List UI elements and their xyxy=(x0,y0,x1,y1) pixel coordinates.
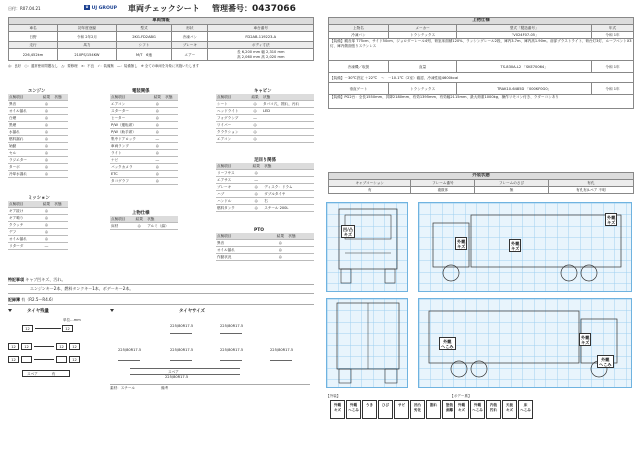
tire-size-spare: スペア xyxy=(130,368,240,375)
damage-legend-button: ひび xyxy=(378,400,393,419)
logo-mark-icon: U xyxy=(85,5,89,9)
table-row: オイル漏れ ◎ xyxy=(216,247,314,254)
vehicle-info-section xyxy=(8,17,314,68)
electrical-title: 電装関係 xyxy=(132,89,150,94)
table-row: 黒煙 ◎ xyxy=(8,122,68,129)
table-row: 【装備】PG2台：全長1550mm、昇降2180mm、有効1395mm、有効幅2115mm、最大荷重1000kg、操作リモコン付き、ラダーコンあり xyxy=(329,95,634,109)
pto-table: 点検項目 結果 状態 異音 ◎ オイル漏れ ◎ 作動状況 ◎ xyxy=(216,233,314,261)
table-row: ヘッドライト ◎ LED xyxy=(216,108,314,115)
table-row: P/W（運転席） ◎ xyxy=(110,122,178,129)
sheet-title: 車両チェックシート xyxy=(128,4,200,13)
damage-tag: 外観 キズ xyxy=(457,238,466,249)
triangle-marker-icon xyxy=(110,309,114,312)
damage-legend-button: 内装 汚れ xyxy=(486,400,501,419)
tire-remain-title: タイヤ残量 xyxy=(27,309,49,314)
vehicle-row2-headers: 走行 馬力 シフト ブレーキ ボディ寸法 xyxy=(9,42,314,49)
truck-side-outline xyxy=(419,203,633,293)
cabin-section xyxy=(216,88,314,143)
special-label: 特記事項 xyxy=(8,277,24,282)
electrical-section xyxy=(110,88,178,185)
table-row: 作動状況 ◎ xyxy=(216,254,314,261)
damage-tag: 外観 キズ xyxy=(581,334,590,345)
brand-logo xyxy=(84,5,117,11)
outer-legend-buttons xyxy=(330,400,458,419)
table-row: 水漏れ ◎ xyxy=(8,129,68,136)
vehicle-info-title: 車両情報 xyxy=(9,18,314,25)
mission-table: 点検項目 結果 状態 ギア抜け ◎ ギア鳴り ◎ クラッチ ◎ デフ ◎ オイル漏れ ◎ リターダ ― xyxy=(8,201,68,250)
truck-rear-outline xyxy=(327,299,409,389)
table-row: ターボ ◎ xyxy=(8,164,68,171)
damage-tag: 外観 へこみ xyxy=(441,338,454,349)
record-label: 記録簿 xyxy=(8,297,20,302)
special-notes xyxy=(8,276,314,305)
table-row: 垂直ゲート トランテックス TRAK10-6485D 「000KF0G0」 令和 1年 xyxy=(329,83,634,95)
tire-remain-section: タイヤ残量 単位…mm 12 12 12 12 12 12 12 12 スペア 有 xyxy=(8,308,108,408)
table-row: エアコン ◎ xyxy=(110,101,178,108)
table-row: 【装備】観音扉 T75cm、サイド50cm、ジョロダーレール4列、荷室床面積120%、ラッシングレール2段、庫内3.7m、庫内高1.90m。前部ブラストライト、荷台灯3灯、ルーフベントX3灯、庫内側面張りステンレス xyxy=(329,39,634,61)
table-row: ギア鳴り ◎ xyxy=(8,215,68,222)
tire-size-front-right: 225/80R17.5 xyxy=(220,324,244,328)
cabin-table: 点検項目 結果 状態 シート ◎ タバコ穴，擦れ，汚れ ヘッドライト ◎ LED フォグランプ ― ワイパー ◎ クラクション ◎ エアコン ◎ xyxy=(216,94,314,143)
table-row: デフ ◎ xyxy=(8,229,68,236)
table-row: ブレーキ ◎ ディスク：ドラム xyxy=(216,184,314,191)
tire-size-rear-1: 225/80R17.5 xyxy=(118,348,142,352)
sheet-date: 日付：R07.04.21 xyxy=(8,6,41,11)
table-row: タコグラフ ◎ xyxy=(110,178,178,185)
brand-name: UJ GROUP xyxy=(91,6,117,11)
damage-tag: 凹/凸 キズ xyxy=(343,226,353,237)
table-row: リーフサス ◎ xyxy=(216,170,314,177)
chassis-table: 点検項目 結果 状態 リーフサス ◎ エアサス ― ブレーキ ◎ ディスク：ドラム ハブ ◎ ダブルタイヤ ハンドル ◎ 右 燃料タンク ◎ スチール 200L xyxy=(216,163,314,212)
management-value: 0437066 xyxy=(252,4,296,14)
table-row: クラッチ ◎ xyxy=(8,222,68,229)
damage-legend-button: 外観 キズ xyxy=(454,400,469,419)
side2-view-grid xyxy=(418,298,632,388)
electrical-table: 点検項目 結果 状態 エアコン ◎ スターター ◎ ヒーター ◎ P/W（運転席） ◎ P/W（助手席） ◎ 集中ドアロック ― 車両ランプ ◎ ライト ◎ ナビ ― バックカメラ ◎ ETC ◎ タコグラフ ◎ xyxy=(110,94,178,185)
vehicle-row1-headers: 車名 初年度登録 型式 形状 車台番号 xyxy=(9,25,314,32)
table-row: ETC ◎ xyxy=(110,171,178,178)
damage-legend-button: 塗装 剥離 xyxy=(442,400,457,419)
tire-size-section xyxy=(110,308,316,408)
damage-legend-button: うき xyxy=(362,400,377,419)
table-row: バックカメラ ◎ xyxy=(110,164,178,171)
pto-section xyxy=(216,228,314,261)
result-legend: ◎：良好 ○：通常使用問題なし △：要修理 ×：不良 ✓：装備無 ―：装備無し ※ 全ての車両を対象に実施いたします xyxy=(8,64,200,68)
upper-spec-table: 上物仕様 上物名 メーカー 型式「製造番号」 年式 冷凍バン トランテックス 「V024F07-05」 令和 1年 【装備】観音扉 T75cm、サイド50cm、ジョロダーレール4列、荷室床面積120%、ラッシングレール2段、庫内3.7m、庫内高1.90m。前部ブラストライト、荷台灯3灯、ルーフベントX3灯、庫内側面張りステンレス 冷凍機／取扱 直量 TS-830A-L2 「SKE70064」 令和 1年 【装備】－30℃設定 ＋22℃ ～ －10.1℃（2室）確認、冷凍性能4600kcal 垂直ゲート トランテックス TRAK10-6485D 「000KF0G0」 令和 1年 【装備】PG2台：全長1550mm、昇降2180mm、有効1395mm、有効幅2115mm、最大荷重1000kg、操作リモコン付き、ラダーコンあり xyxy=(328,17,634,109)
table-row: 異音 ◎ xyxy=(216,240,314,247)
table-row: シート ◎ タバコ穴，擦れ，汚れ xyxy=(216,101,314,108)
table-row: 車両ランプ ◎ xyxy=(110,143,178,150)
table-row: ギア抜け ◎ xyxy=(8,208,68,215)
exterior-table: 外装状態 キャブコーション フレーム番号 フレームのさび 有孔 有 複数体 無 有孔有/Lペア 不明 xyxy=(328,172,634,194)
damage-tag: 外観 キズ xyxy=(607,214,616,225)
table-row: リターダ ― xyxy=(8,243,68,250)
table-row: 有 複数体 無 有孔有/Lペア 不明 xyxy=(329,187,634,194)
damage-legend-button: 外観 へこみ xyxy=(470,400,485,419)
chassis-section xyxy=(216,157,314,212)
table-row: ハブ ◎ ダブルタイヤ xyxy=(216,191,314,198)
upper-small-title: 上物仕様 xyxy=(132,211,150,216)
table-row: 【装備】－30℃設定 ＋22℃ ～ －10.1℃（2室）確認、冷凍性能4600kcal xyxy=(329,73,634,83)
table-row: 冷凍バン トランテックス 「V024F07-05」 令和 1年 xyxy=(329,32,634,39)
table-row: エアサス ― xyxy=(216,177,314,184)
upper-small-table: 点検項目 結果 状態 床材 ◎ アルミ（縞） xyxy=(110,216,178,230)
table-row: ハンドル ◎ 右 xyxy=(216,198,314,205)
tire-size-rear-3: 225/80R17.5 xyxy=(220,348,244,352)
table-row: 冷却水漏れ ◎ xyxy=(8,171,68,178)
tire-size-footer: 素材：スチール 備考 xyxy=(110,384,310,391)
table-row: オイル漏れ ◎ xyxy=(8,236,68,243)
table-row: 燃料タンク ◎ スチール 200L xyxy=(216,205,314,212)
tire-remain-spare: スペア 有 xyxy=(22,370,70,377)
table-row: P/W（助手席） ◎ xyxy=(110,129,178,136)
table-row: ワイパー ◎ xyxy=(216,122,314,129)
damage-legend-button: 外観 キズ xyxy=(330,400,345,419)
damage-legend-button: サビ xyxy=(394,400,409,419)
tire-size-rear-4: 225/80R17.5 xyxy=(270,348,294,352)
rear-view-grid xyxy=(326,298,408,388)
front-view-grid xyxy=(326,202,408,292)
damage-legend-button: 床 へこみ xyxy=(518,400,533,419)
table-row: ナビ ― xyxy=(110,157,178,164)
triangle-marker-icon xyxy=(8,309,12,312)
damage-tag: 外観 へこみ xyxy=(599,356,612,367)
body-legend-buttons xyxy=(454,400,534,419)
damage-legend-button: 天板 キズ xyxy=(502,400,517,419)
table-row: ラジエター ◎ xyxy=(8,157,68,164)
management-number xyxy=(212,3,296,14)
table-row: オイル漏れ ◎ xyxy=(8,108,68,115)
tire-remain-unit: 単位…mm xyxy=(63,318,81,322)
engine-title: エンジン xyxy=(28,89,46,94)
damage-tag: 外観 キズ xyxy=(511,240,520,251)
table-row: 白煙 ◎ xyxy=(8,115,68,122)
tire-size-spare-value: 225/80R17.5 xyxy=(165,375,189,379)
truck-front-outline xyxy=(327,203,409,293)
engine-table: 点検項目 結果 状態 異音 ◎ オイル漏れ ◎ 白煙 ◎ 黒煙 ◎ 水漏れ ◎ 燃料漏れ ◎ 始動 ◎ セル ◎ ラジエター ◎ ターボ ◎ 冷却水漏れ ◎ xyxy=(8,94,68,178)
vehicle-info-table xyxy=(8,17,314,61)
outer-legend-label: 【外装】 xyxy=(326,394,341,398)
mission-section xyxy=(8,195,68,250)
side-view-grid xyxy=(418,202,632,292)
table-row: 燃料漏れ ◎ xyxy=(8,136,68,143)
engine-section xyxy=(8,88,68,178)
table-row: 始動 ◎ xyxy=(8,143,68,150)
tire-size-title: タイヤサイズ xyxy=(179,309,205,314)
damage-legend-button: 割れ xyxy=(426,400,441,419)
special-line1: キャブ凹キズ、汚れ。 xyxy=(25,277,66,282)
upper-spec-section xyxy=(328,17,634,109)
tire-size-rear-2: 225/80R17.5 xyxy=(170,348,194,352)
damage-legend-button: 凹凸 劣化 xyxy=(410,400,425,419)
table-row: 冷凍機／取扱 直量 TS-830A-L2 「SKE70064」 令和 1年 xyxy=(329,61,634,73)
table-row: 集中ドアロック ― xyxy=(110,136,178,143)
management-label: 管理番号： xyxy=(212,4,252,13)
damage-legend-button: 外観 へこみ xyxy=(346,400,361,419)
exterior-section xyxy=(328,172,634,194)
body-legend-label: 【ボデー系】 xyxy=(450,394,472,398)
table-row: スターター ◎ xyxy=(110,108,178,115)
tire-size-front-left: 225/80R17.5 xyxy=(170,324,194,328)
pto-title: PTO xyxy=(254,228,264,233)
record-value: 有（R2.5～R4.6） xyxy=(21,297,56,302)
vehicle-row2-values: 226,452km 210PS/154KW M/T 6速 エアー 長 6,200 mm 幅 2,310 mm 高 2,060 mm 高 2,020 mm xyxy=(9,49,314,61)
table-row: ライト ◎ xyxy=(110,150,178,157)
cabin-title: キャビン xyxy=(254,89,272,94)
chassis-title: 足回り関係 xyxy=(254,158,276,163)
vehicle-row1-values: 日野 令和 2年2月 2KG-FD2ABG 冷凍バン FD2AB-119223-A xyxy=(9,32,314,42)
mission-title: ミッション xyxy=(28,196,50,201)
table-row: 床材 ◎ アルミ（縞） xyxy=(110,223,178,230)
table-row: エアコン ◎ xyxy=(216,136,314,143)
table-row: フォグランプ ― xyxy=(216,115,314,122)
special-line2: エンジンキー2本、燃料タンクキー1本、ボデーキー2本。 xyxy=(8,285,314,294)
table-row: セル ◎ xyxy=(8,150,68,157)
table-row: 異音 ◎ xyxy=(8,101,68,108)
table-row: ヒーター ◎ xyxy=(110,115,178,122)
upper-small-section xyxy=(110,210,178,230)
table-row: クラクション ◎ xyxy=(216,129,314,136)
upper-spec-headers: 上物名 メーカー 型式「製造番号」 年式 xyxy=(329,25,634,32)
